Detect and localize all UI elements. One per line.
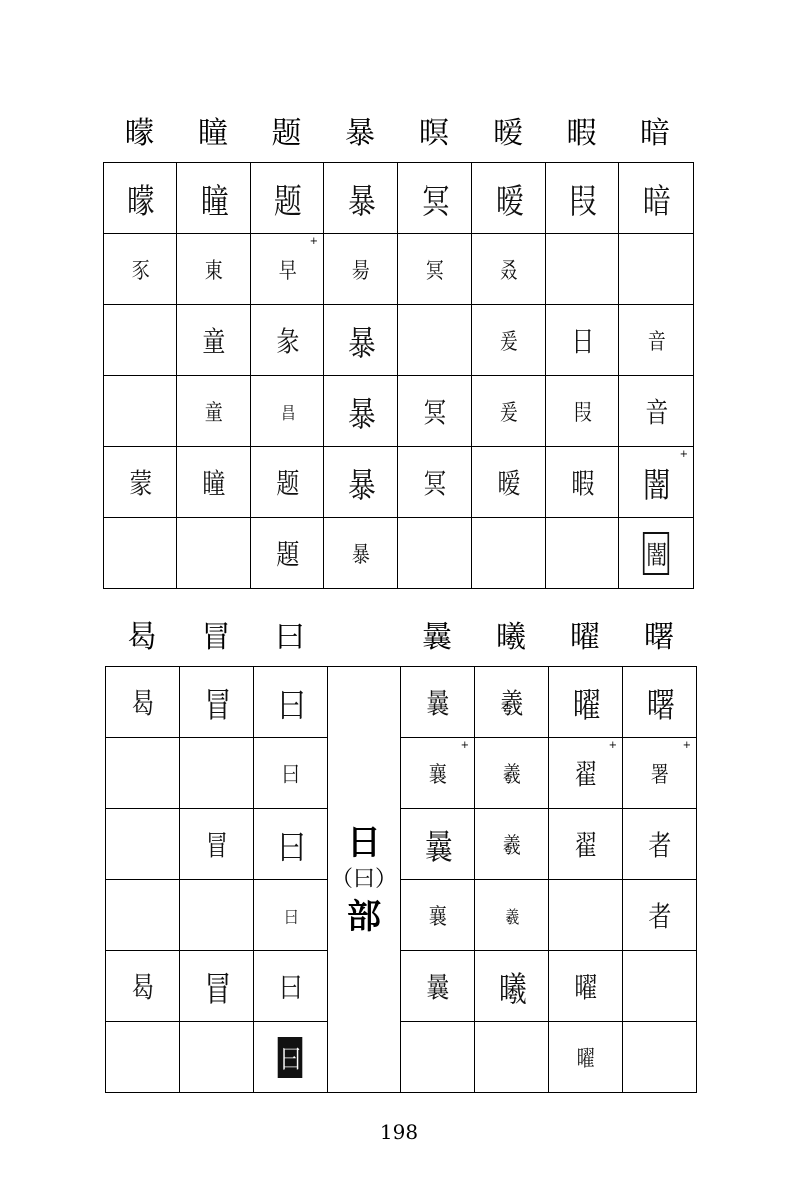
- glyph-cell: [472, 376, 546, 447]
- glyph-cell: [619, 163, 694, 234]
- glyph-cell: [106, 1022, 180, 1093]
- annotation-mark: +: [460, 740, 469, 751]
- table-row: [106, 738, 697, 809]
- glyph-cell: [546, 376, 619, 447]
- glyph-cell: [106, 880, 180, 951]
- glyph-form: 東: [205, 258, 222, 284]
- glyph-form: 闇: [642, 465, 670, 506]
- glyph-form: 暴: [347, 323, 374, 364]
- glyph-form: 署: [651, 762, 668, 788]
- radical-heading: [328, 821, 400, 939]
- glyph-cell: [254, 880, 328, 951]
- glyph-cell: [546, 518, 619, 589]
- glyph-cell: [619, 376, 694, 447]
- bottom-header-right-2: 曜: [570, 620, 600, 655]
- glyph-form: 曚: [126, 181, 154, 222]
- glyph-cell: [623, 1022, 697, 1093]
- glyph-cell: [324, 234, 398, 305]
- glyph-cell: [104, 163, 177, 234]
- glyph-cell: [398, 376, 472, 447]
- glyph-form: 襄: [429, 904, 446, 930]
- top-header-1: 瞳: [198, 116, 228, 151]
- glyph-form: 瞳: [202, 467, 225, 500]
- glyph-cell: [254, 951, 328, 1022]
- glyph-form: 曜: [572, 685, 599, 726]
- glyph-cell: [180, 880, 254, 951]
- glyph-form: 曙: [646, 685, 673, 726]
- glyph-cell: [324, 163, 398, 234]
- glyph-cell: [475, 951, 549, 1022]
- glyph-cell: [472, 234, 546, 305]
- glyph-form: 冒: [205, 829, 228, 862]
- glyph-cell: [254, 809, 328, 880]
- top-header-3: 暴: [345, 116, 375, 151]
- table-row: [106, 667, 697, 738]
- glyph-form: 曷: [131, 687, 154, 720]
- glyph-cell: [401, 667, 475, 738]
- glyph-cell: [251, 518, 324, 589]
- bottom-header-left-0: 曷: [127, 620, 157, 655]
- glyph-cell: [475, 1022, 549, 1093]
- glyph-form: 曷: [131, 971, 154, 1004]
- glyph-cell: [546, 234, 619, 305]
- glyph-form: 冥: [421, 181, 448, 222]
- glyph-cell: [546, 305, 619, 376]
- radical-variant: （曰）: [330, 866, 397, 892]
- glyph-cell: [619, 305, 694, 376]
- glyph-cell: [254, 1022, 328, 1093]
- glyph-form: 暴: [347, 465, 374, 506]
- glyph-cell: [254, 667, 328, 738]
- glyph-form: 羲: [500, 687, 523, 720]
- glyph-form: 爰: [500, 400, 517, 426]
- glyph-cell: [475, 738, 549, 809]
- glyph-cell: [251, 234, 324, 305]
- glyph-form: 叚: [573, 400, 591, 426]
- glyph-form: 爰: [500, 329, 517, 355]
- glyph-cell: [549, 738, 623, 809]
- glyph-cell: [324, 376, 398, 447]
- glyph-cell: [475, 667, 549, 738]
- glyph-form: 昌: [280, 403, 294, 424]
- glyph-cell: [398, 234, 472, 305]
- glyph-cell: [472, 305, 546, 376]
- glyph-cell: [619, 234, 694, 305]
- glyph-form: 曰: [278, 1037, 303, 1078]
- glyph-cell: [401, 880, 475, 951]
- glyph-form: 曰: [282, 762, 299, 788]
- glyph-cell: [398, 305, 472, 376]
- glyph-cell: [104, 234, 177, 305]
- glyph-form: 襄: [429, 762, 446, 788]
- glyph-cell: [106, 951, 180, 1022]
- glyph-form: 曜: [574, 971, 597, 1004]
- glyph-cell: [106, 809, 180, 880]
- glyph-form: 叚: [568, 181, 596, 222]
- glyph-cell: [177, 518, 251, 589]
- glyph-form: 瞳: [200, 181, 227, 222]
- glyph-cell: [401, 1022, 475, 1093]
- glyph-cell: [623, 738, 697, 809]
- table-row: [104, 163, 694, 234]
- glyph-cell: [180, 951, 254, 1022]
- bottom-header-left-2: 曰: [275, 620, 305, 655]
- radical-suffix: 部: [347, 896, 381, 937]
- glyph-form: 早: [278, 258, 296, 284]
- top-header-0: 曚: [124, 116, 155, 151]
- top-header-4: 暝: [419, 116, 449, 151]
- glyph-form: 冒: [203, 969, 230, 1010]
- glyph-form: 暧: [495, 181, 522, 222]
- page-number: 198: [379, 1120, 419, 1144]
- glyph-cell: [177, 305, 251, 376]
- glyph-form: 曰: [277, 685, 304, 726]
- glyph-form: 曰: [284, 907, 297, 928]
- bottom-header-right-1: 曦: [496, 620, 526, 655]
- table-row: [106, 809, 697, 880]
- glyph-cell: [472, 447, 546, 518]
- glyph-form: 曰: [277, 827, 304, 868]
- glyph-cell: [177, 376, 251, 447]
- glyph-cell: [549, 951, 623, 1022]
- glyph-cell: [177, 234, 251, 305]
- glyph-cell: [475, 880, 549, 951]
- table-row: [104, 376, 694, 447]
- glyph-form: 暧: [497, 467, 520, 500]
- glyph-cell: [104, 305, 177, 376]
- glyph-cell: [549, 1022, 623, 1093]
- glyph-form: 曩: [424, 827, 451, 868]
- glyph-form: 豕: [131, 258, 149, 284]
- glyph-form: 音: [647, 329, 665, 355]
- radical-main: 日: [347, 822, 381, 863]
- glyph-form: 翟: [574, 758, 597, 791]
- glyph-form: 者: [648, 829, 671, 862]
- glyph-cell: [180, 1022, 254, 1093]
- glyph-form: 冥: [423, 396, 446, 429]
- table-row: [106, 951, 697, 1022]
- glyph-form: 题: [276, 467, 298, 500]
- glyph-cell: [549, 880, 623, 951]
- glyph-form: 音: [645, 396, 667, 429]
- glyph-form: 童: [202, 325, 225, 358]
- glyph-cell: [251, 447, 324, 518]
- table-row: [104, 234, 694, 305]
- glyph-form: 羲: [503, 833, 520, 859]
- table-row: [104, 447, 694, 518]
- glyph-form: 曜: [577, 1046, 594, 1072]
- annotation-mark: +: [682, 740, 691, 751]
- glyph-cell: [180, 667, 254, 738]
- glyph-cell: [398, 447, 472, 518]
- glyph-form: 曰: [279, 971, 302, 1004]
- glyph-cell: [401, 738, 475, 809]
- glyph-cell: [619, 447, 694, 518]
- top-header-row: [103, 114, 692, 154]
- glyph-form: 暴: [347, 181, 374, 222]
- glyph-cell: [324, 518, 398, 589]
- glyph-form: 题: [273, 181, 301, 222]
- glyph-form: 昜: [352, 258, 369, 284]
- glyph-form: 冒: [203, 685, 230, 726]
- glyph-cell: [324, 305, 398, 376]
- glyph-cell: [398, 163, 472, 234]
- annotation-mark: +: [309, 236, 318, 247]
- glyph-form: 暴: [347, 394, 374, 435]
- top-header-6: 暇: [566, 116, 597, 151]
- glyph-cell: [324, 447, 398, 518]
- glyph-cell: [623, 951, 697, 1022]
- table-row: [104, 518, 694, 589]
- glyph-cell: [623, 880, 697, 951]
- bottom-header-left-1: 冒: [201, 620, 231, 655]
- bottom-header-right-0: 曩: [422, 620, 452, 655]
- annotation-mark: +: [608, 740, 617, 751]
- glyph-cell: [546, 447, 619, 518]
- glyph-cell: [254, 738, 328, 809]
- glyph-cell: [180, 809, 254, 880]
- table-row: [106, 1022, 697, 1093]
- glyph-form: 彖: [276, 325, 298, 358]
- glyph-form: 暇: [571, 467, 593, 500]
- glyph-form: 者: [648, 900, 671, 933]
- glyph-form: 曩: [426, 687, 449, 720]
- glyph-cell: [472, 518, 546, 589]
- top-header-2: 题: [271, 116, 302, 151]
- glyph-form: 暗: [642, 181, 670, 222]
- glyph-form: 曦: [498, 969, 525, 1010]
- glyph-form: 題: [276, 538, 298, 571]
- glyph-cell: [398, 518, 472, 589]
- table-row: [106, 880, 697, 951]
- glyph-cell: [104, 518, 177, 589]
- glyph-form: 童: [205, 400, 222, 426]
- glyph-cell: [104, 447, 177, 518]
- annotation-mark: +: [679, 449, 688, 460]
- glyph-cell: [251, 163, 324, 234]
- glyph-form: 羲: [503, 762, 520, 788]
- glyph-form: 曩: [426, 971, 449, 1004]
- bottom-header-left: [105, 618, 327, 658]
- glyph-cell: [623, 667, 697, 738]
- top-header-5: 暧: [493, 116, 523, 151]
- glyph-cell: [177, 163, 251, 234]
- top-header-7: 暗: [640, 116, 670, 151]
- glyph-cell: [475, 809, 549, 880]
- glyph-form: 冥: [423, 467, 446, 500]
- glyph-cell: [104, 376, 177, 447]
- glyph-cell: [401, 809, 475, 880]
- glyph-cell: [619, 518, 694, 589]
- glyph-cell: [106, 738, 180, 809]
- glyph-cell: [549, 667, 623, 738]
- table-row: [104, 305, 694, 376]
- glyph-form: 叒: [500, 258, 517, 284]
- glyph-cell: [251, 376, 324, 447]
- glyph-cell: [251, 305, 324, 376]
- glyph-form: 翟: [574, 829, 597, 862]
- glyph-form: 日: [571, 325, 593, 358]
- glyph-cell: [472, 163, 546, 234]
- glyph-cell: [549, 809, 623, 880]
- glyph-cell: [106, 667, 180, 738]
- glyph-form: 闇: [643, 532, 669, 575]
- glyph-cell: [623, 809, 697, 880]
- glyph-form: 羲: [505, 907, 518, 928]
- glyph-form: 暴: [352, 542, 369, 568]
- glyph-cell: [180, 738, 254, 809]
- glyph-cell: [546, 163, 619, 234]
- glyph-cell: [177, 447, 251, 518]
- bottom-header-right-3: 曙: [644, 620, 674, 655]
- bottom-header-right: [400, 618, 696, 658]
- radical-heading-cell: [328, 667, 401, 1093]
- glyph-form: 冥: [426, 258, 443, 284]
- bottom-glyph-table: [105, 666, 697, 1093]
- top-glyph-table: [103, 162, 694, 589]
- glyph-cell: [401, 951, 475, 1022]
- glyph-form: 蒙: [129, 467, 151, 500]
